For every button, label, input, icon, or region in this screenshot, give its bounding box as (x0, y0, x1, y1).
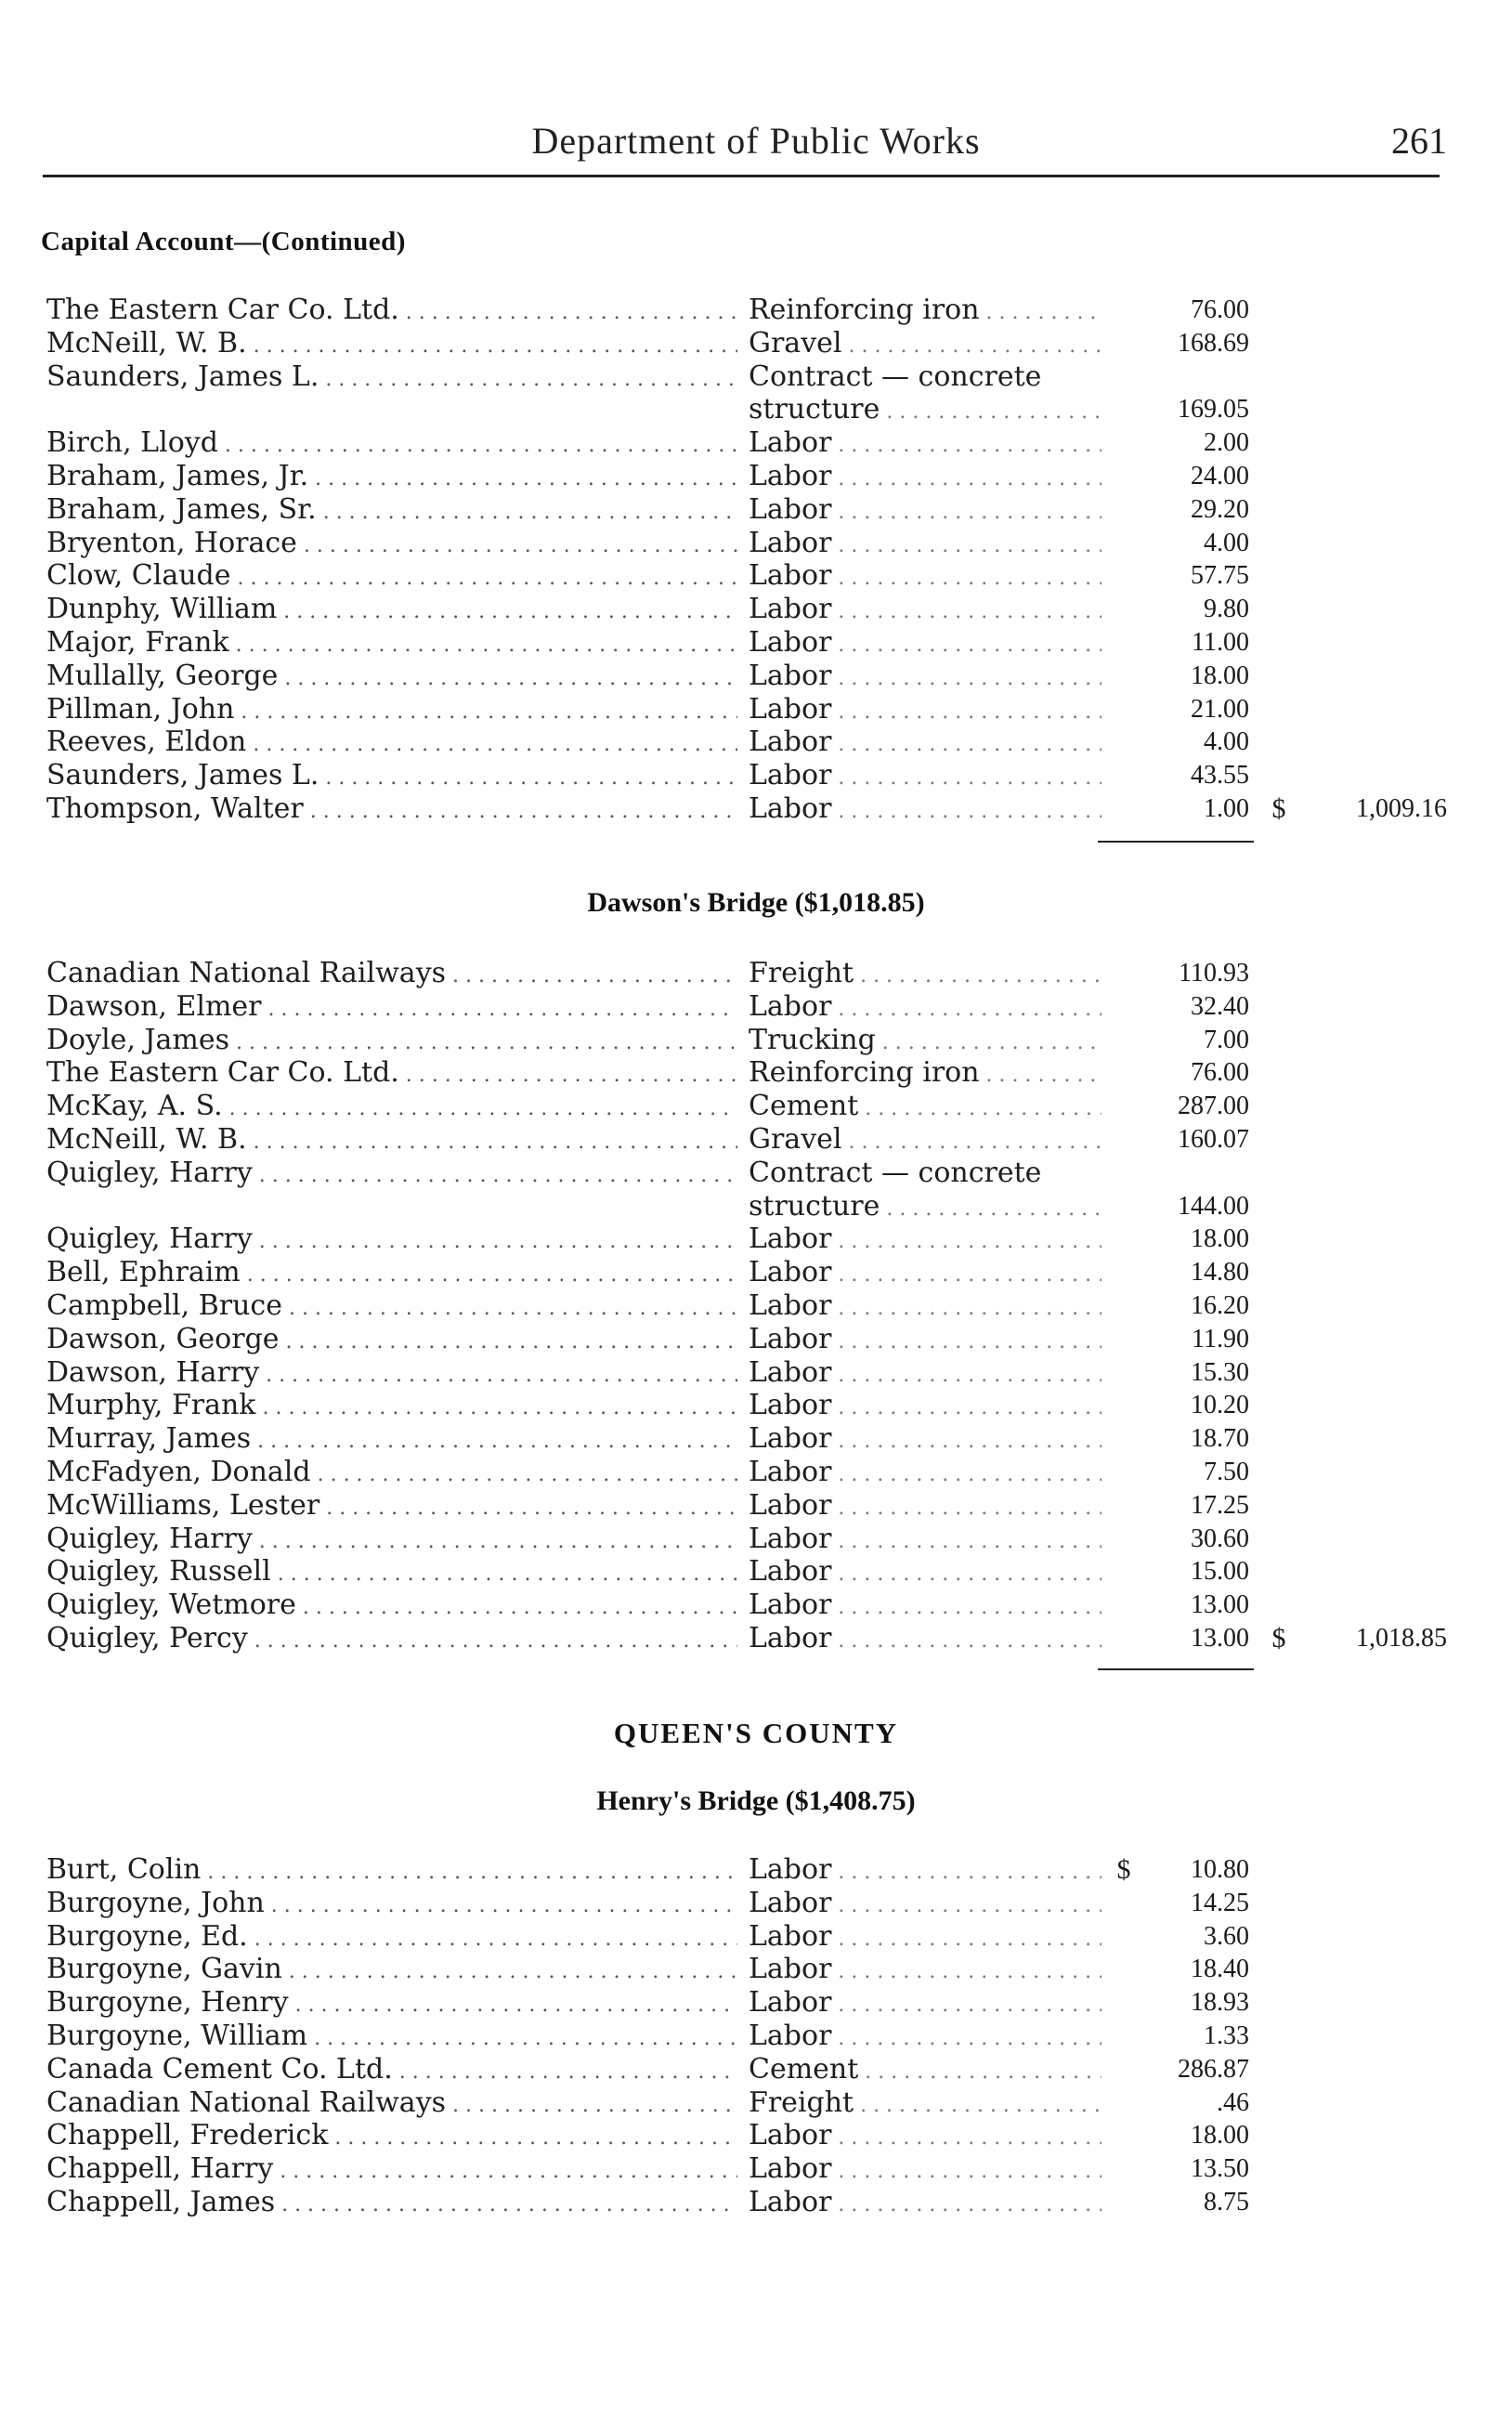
item-amount: 29.20 (1191, 494, 1249, 524)
item-description: Freight . . . (749, 957, 1101, 993)
dollar-sign: $ (1116, 1854, 1131, 1885)
payee-name: Saunders, James L. . . . (46, 759, 737, 795)
payee-name: Reeves, Eldon . . . (46, 726, 737, 762)
ledger-row (0, 726, 1512, 759)
item-description: Labor . . . (749, 559, 1101, 595)
item-description: Labor . . . (749, 1356, 1101, 1393)
item-amount: 17.25 (1191, 1490, 1249, 1520)
item-amount: 13.00 (1191, 1624, 1249, 1653)
item-amount: 57.75 (1191, 561, 1249, 591)
ledger-row (0, 693, 1512, 726)
item-amount: 18.00 (1191, 1224, 1249, 1254)
section-total: 1,009.16 (1356, 794, 1447, 823)
item-description: Reinforcing iron . . . (749, 294, 1101, 330)
payee-name: Murphy, Frank . . . (46, 1389, 737, 1425)
payee-name: Dunphy, William . . . (46, 593, 737, 629)
payee-name: The Eastern Car Co. Ltd. . . . (46, 1056, 737, 1092)
item-amount: 4.00 (1204, 727, 1249, 757)
item-description: Labor . . . (749, 626, 1101, 662)
item-description: Labor . . . (749, 2152, 1101, 2189)
item-amount: 160.07 (1178, 1125, 1249, 1154)
item-description: Labor . . . (749, 593, 1101, 629)
ledger-row (0, 1589, 1512, 1622)
ledger-row (0, 1986, 1512, 2020)
payee-name: Burgoyne, Gavin . . . (46, 1953, 737, 1989)
ledger-row (0, 2053, 1512, 2086)
item-description: Labor . . . (749, 1489, 1101, 1525)
ledger-row (0, 1389, 1512, 1422)
item-description: Labor . . . (749, 1622, 1101, 1658)
payee-name: Bell, Ephraim . . . (46, 1256, 737, 1292)
item-description: Labor . . . (749, 1389, 1101, 1425)
payee-name: Canada Cement Co. Ltd. . . . (46, 2053, 737, 2089)
item-description: Labor . . . (749, 1853, 1101, 1889)
ledger-row (0, 1523, 1512, 1556)
item-description: Labor . . . (749, 759, 1101, 795)
ledger-row (0, 426, 1512, 460)
payee-name: Major, Frank . . . (46, 626, 737, 662)
ledger-row-continuation (0, 1190, 1512, 1223)
ledger-row (0, 1323, 1512, 1356)
item-description: Freight . . . (749, 2086, 1101, 2123)
item-amount: 9.80 (1204, 595, 1249, 624)
item-description: Labor . . . (749, 527, 1101, 563)
dawsons-bridge-title: Dawson's Bridge ($1,018.85) (587, 887, 925, 918)
ledger-row (0, 1056, 1512, 1090)
item-amount: 15.00 (1191, 1557, 1249, 1587)
item-description: Labor . . . (749, 2119, 1101, 2155)
subtotal-rule (1098, 1668, 1254, 1670)
ledger-row (0, 1853, 1512, 1887)
item-description: Labor . . . (749, 660, 1101, 696)
dollar-sign: $ (1271, 793, 1286, 824)
item-amount: 10.80 (1191, 1855, 1249, 1884)
payee-name: Chappell, Frederick . . . (46, 2119, 737, 2155)
ledger-row (0, 759, 1512, 792)
item-description-continued: structure . . . (749, 393, 1101, 429)
item-amount: 2.00 (1204, 428, 1249, 458)
ledger-row (0, 2152, 1512, 2186)
item-amount: 144.00 (1178, 1191, 1249, 1221)
ledger-row (0, 1422, 1512, 1456)
item-amount: 11.90 (1192, 1324, 1249, 1353)
payee-name: Chappell, Harry . . . (46, 2152, 737, 2189)
item-description: Contract — concrete (749, 1156, 1042, 1189)
item-description: Cement . . . (749, 2053, 1101, 2089)
ledger-row (0, 957, 1512, 990)
item-amount: 11.00 (1192, 628, 1249, 657)
item-amount: 15.30 (1191, 1357, 1249, 1387)
item-amount: 21.00 (1191, 694, 1249, 724)
ledger-row (0, 1256, 1512, 1289)
payee-name: The Eastern Car Co. Ltd. . . . (46, 294, 737, 330)
item-description: Labor . . . (749, 1323, 1101, 1359)
item-amount: 7.50 (1204, 1458, 1249, 1486)
item-amount: 18.40 (1191, 1955, 1249, 1984)
item-description: Gravel . . . (749, 327, 1101, 363)
ledger-row (0, 1289, 1512, 1323)
item-amount: 13.00 (1191, 1590, 1249, 1620)
item-description: Labor . . . (749, 1456, 1101, 1492)
subtotal-rule (1098, 841, 1254, 843)
payee-name: Mullally, George . . . (46, 660, 737, 696)
payee-name: Quigley, Harry . . . (46, 1157, 737, 1193)
ledger-row (0, 2119, 1512, 2152)
item-description: Labor . . . (749, 1920, 1101, 1956)
item-amount: 76.00 (1191, 1058, 1249, 1088)
payee-name: Burgoyne, Henry . . . (46, 1986, 737, 2022)
item-amount: 4.00 (1204, 528, 1249, 557)
item-amount: 1.33 (1204, 2021, 1249, 2050)
payee-name: Quigley, Harry . . . (46, 1523, 737, 1559)
ledger-row (0, 593, 1512, 626)
payee-name: Braham, James, Sr. . . . (46, 493, 737, 530)
ledger-row (0, 1090, 1512, 1123)
item-description: Labor . . . (749, 1523, 1101, 1559)
ledger-row (0, 626, 1512, 660)
item-amount: 1.00 (1204, 794, 1249, 823)
item-description: Labor . . . (749, 1289, 1101, 1326)
payee-name: Saunders, James L. . . . (46, 360, 737, 397)
payee-name: Canadian National Railways . . . (46, 2086, 737, 2123)
queens-county-title: QUEEN'S COUNTY (613, 1717, 899, 1749)
payee-name: Dawson, Harry . . . (46, 1356, 737, 1393)
item-amount: 168.69 (1178, 328, 1249, 358)
item-amount: 286.87 (1178, 2054, 1249, 2084)
ledger-row (0, 1157, 1512, 1190)
item-amount: 287.00 (1178, 1092, 1249, 1121)
payee-name: Bryenton, Horace . . . (46, 527, 737, 563)
payee-name: Quigley, Wetmore . . . (46, 1589, 737, 1625)
item-amount: .46 (1217, 2087, 1249, 2117)
ledger-row (0, 1456, 1512, 1489)
ledger-row (0, 1920, 1512, 1954)
ledger-row (0, 527, 1512, 560)
item-description: Trucking . . . (749, 1024, 1101, 1060)
payee-name: Dawson, George . . . (46, 1323, 737, 1359)
item-description: Labor . . . (749, 1986, 1101, 2022)
item-amount: 14.80 (1191, 1258, 1249, 1288)
ledger-row (0, 493, 1512, 527)
item-description: Reinforcing iron . . . (749, 1056, 1101, 1092)
item-description: Labor . . . (749, 2020, 1101, 2056)
page-number: 261 (1391, 120, 1447, 162)
item-amount: 43.55 (1191, 761, 1249, 791)
payee-name: Pillman, John . . . (46, 693, 737, 729)
item-description: Labor . . . (749, 1256, 1101, 1292)
payee-name: Burgoyne, William . . . (46, 2020, 737, 2056)
section-total: 1,018.85 (1356, 1624, 1447, 1653)
item-amount: 24.00 (1191, 462, 1249, 490)
item-description: Labor . . . (749, 493, 1101, 530)
payee-name: McFadyen, Donald . . . (46, 1456, 737, 1492)
item-amount: 10.20 (1191, 1391, 1249, 1420)
ledger-row (0, 1024, 1512, 1057)
page-header-title: Department of Public Works (531, 120, 981, 162)
ledger-row (0, 360, 1512, 394)
item-amount: 3.60 (1204, 1921, 1249, 1951)
payee-name: Burgoyne, Ed. . . . (46, 1920, 737, 1956)
item-description: Labor . . . (749, 426, 1101, 463)
payee-name: Burt, Colin . . . (46, 1853, 737, 1889)
payee-name: Braham, James, Jr. . . . (46, 460, 737, 496)
item-amount: 76.00 (1191, 295, 1249, 324)
henrys-bridge-title: Henry's Bridge ($1,408.75) (596, 1785, 916, 1816)
payee-name: Thompson, Walter . . . (46, 792, 737, 829)
item-amount: 30.60 (1191, 1523, 1249, 1553)
payee-name: Quigley, Harry . . . (46, 1223, 737, 1259)
dollar-sign: $ (1271, 1623, 1286, 1654)
header-rule (43, 175, 1440, 177)
payee-name: McKay, A. S. . . . (46, 1090, 737, 1126)
ledger-row (0, 1356, 1512, 1390)
ledger-row (0, 1622, 1512, 1655)
item-description-continued: structure . . . (749, 1190, 1101, 1226)
ledger-row (0, 2186, 1512, 2219)
ledger-row (0, 1223, 1512, 1256)
item-amount: 18.93 (1191, 1988, 1249, 2018)
payee-name: Quigley, Percy . . . (46, 1622, 737, 1658)
payee-name: Birch, Lloyd . . . (46, 426, 737, 463)
ledger-row (0, 1953, 1512, 1986)
item-description: Labor . . . (749, 693, 1101, 729)
item-amount: 8.75 (1204, 2188, 1249, 2216)
ledger-row (0, 1887, 1512, 1920)
item-amount: 18.00 (1191, 2121, 1249, 2151)
item-description: Labor . . . (749, 1953, 1101, 1989)
ledger-row (0, 2020, 1512, 2053)
item-description: Labor . . . (749, 1422, 1101, 1458)
item-description: Gravel . . . (749, 1123, 1101, 1159)
item-amount: 16.20 (1191, 1291, 1249, 1320)
item-description: Labor . . . (749, 726, 1101, 762)
payee-name: McNeill, W. B. . . . (46, 327, 737, 363)
item-description: Cement . . . (749, 1090, 1101, 1126)
ledger-row (0, 990, 1512, 1024)
item-amount: 14.25 (1191, 1888, 1249, 1917)
ledger-row (0, 559, 1512, 593)
ledger-row (0, 327, 1512, 360)
ledger-row (0, 2086, 1512, 2120)
item-amount: 169.05 (1178, 395, 1249, 425)
ledger-row (0, 1123, 1512, 1157)
item-description: Labor . . . (749, 2186, 1101, 2222)
payee-name: McWilliams, Lester . . . (46, 1489, 737, 1525)
payee-name: Chappell, James . . . (46, 2186, 737, 2222)
item-amount: 7.00 (1204, 1025, 1249, 1054)
item-description: Labor . . . (749, 1589, 1101, 1625)
payee-name: Burgoyne, John . . . (46, 1887, 737, 1923)
ledger-row (0, 660, 1512, 693)
item-amount: 32.40 (1191, 991, 1249, 1021)
item-amount: 110.93 (1179, 959, 1249, 987)
payee-name: Murray, James . . . (46, 1422, 737, 1458)
capital-account-title: Capital Account—(Continued) (41, 227, 406, 256)
payee-name: Campbell, Bruce . . . (46, 1289, 737, 1326)
item-amount: 18.70 (1191, 1424, 1249, 1454)
ledger-row (0, 294, 1512, 327)
item-amount: 13.50 (1191, 2154, 1249, 2184)
ledger-row (0, 1555, 1512, 1589)
item-description: Labor . . . (749, 460, 1101, 496)
item-description: Labor . . . (749, 1887, 1101, 1923)
payee-name: McNeill, W. B. . . . (46, 1123, 737, 1159)
ledger-row (0, 792, 1512, 826)
item-description: Labor . . . (749, 1223, 1101, 1259)
item-description: Labor . . . (749, 1555, 1101, 1591)
item-description: Labor . . . (749, 792, 1101, 829)
ledger-row (0, 460, 1512, 493)
item-amount: 18.00 (1191, 660, 1249, 690)
ledger-row (0, 1489, 1512, 1523)
item-description: Contract — concrete (749, 360, 1042, 393)
payee-name: Quigley, Russell . . . (46, 1555, 737, 1591)
payee-name: Canadian National Railways . . . (46, 957, 737, 993)
payee-name: Doyle, James . . . (46, 1024, 737, 1060)
item-description: Labor . . . (749, 990, 1101, 1026)
payee-name: Dawson, Elmer . . . (46, 990, 737, 1026)
ledger-row-continuation (0, 393, 1512, 426)
payee-name: Clow, Claude . . . (46, 559, 737, 595)
